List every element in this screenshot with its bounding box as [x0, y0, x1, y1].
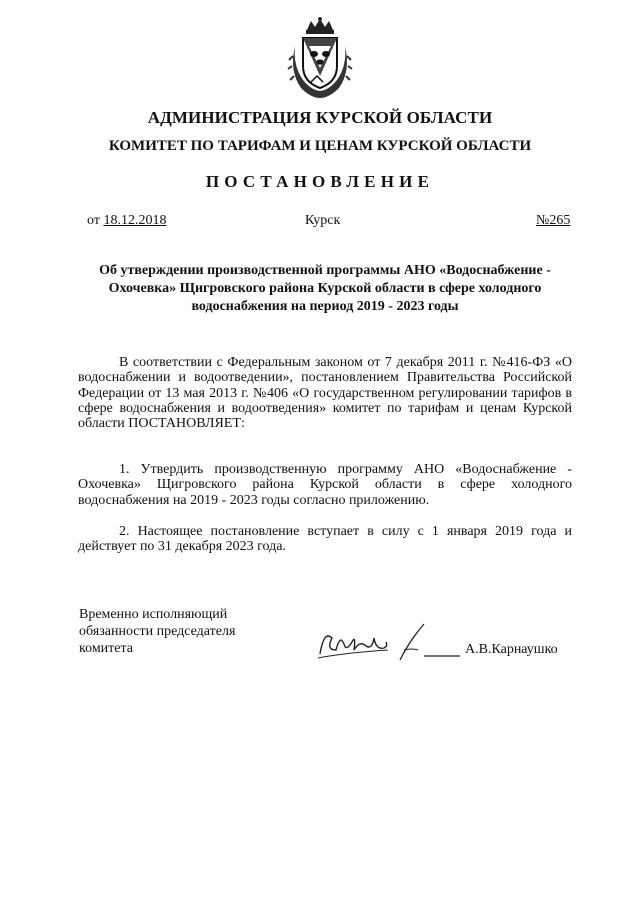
handwritten-signature-icon [314, 620, 462, 662]
item-1-paragraph: 1. Утвердить производственную программу АНО «Водоснабжение - Охочевка» Щигровского района Курской области в сфере холодного водоснабжения на 2019 - 2023 годы согласно приложению. [78, 462, 572, 508]
document-type-title: ПОСТАНОВЛЕНИЕ [205, 172, 435, 191]
document-city: Курск [305, 213, 341, 228]
document-number: №265 [536, 213, 571, 228]
committee-title: КОМИТЕТ ПО ТАРИФАМ И ЦЕНАМ КУРСКОЙ ОБЛАСТИ [108, 138, 532, 154]
date-field [87, 213, 166, 229]
position-line-2: обязанности председателя [79, 624, 236, 639]
signatory-name: А.В.Карнаушко [465, 642, 558, 657]
coat-of-arms-icon [287, 16, 353, 100]
signatory-position [79, 606, 235, 657]
position-line-3: комитета [79, 641, 134, 656]
date-prefix: от [87, 213, 100, 228]
document-date: 18.12.2018 [103, 213, 167, 228]
administration-title: АДМИНИСТРАЦИЯ КУРСКОЙ ОБЛАСТИ [147, 108, 493, 127]
item-2-paragraph: 2. Настоящее постановление вступает в силу с 1 января 2019 года и действует по 31 декабря 2023 года. [78, 524, 572, 555]
document-subject: Об утверждении производственной программы АНО «Водоснабжение - Охочевка» Щигровского района Курской области в сфере холодного водоснабжения на период 2019 - 2023 годы [99, 263, 551, 314]
preamble-paragraph: В соответствии с Федеральным законом от 7 декабря 2011 г. №416-ФЗ «О водоснабжении и водоотведении», постановлением Правительства Российской Федерации от 13 мая 2013 г. №406 «О государственном регулировании тарифов в сфере водоснабжения и водоотведения» комитет по тарифам и ценам Курской области ПОСТАНОВЛЯЕТ: [78, 355, 572, 432]
position-line-1: Временно исполняющий [79, 607, 228, 622]
